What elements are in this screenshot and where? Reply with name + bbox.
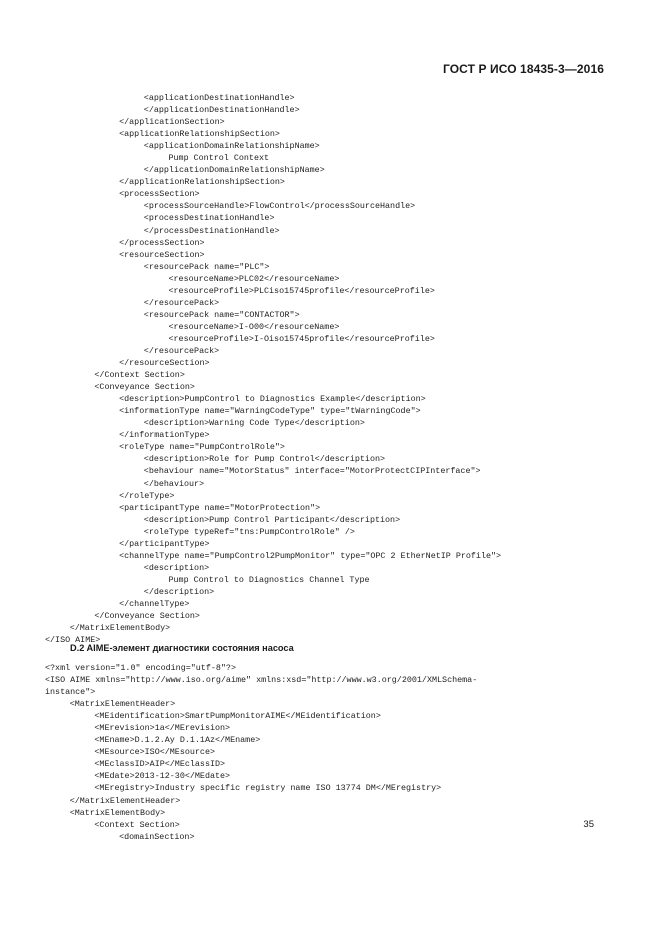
code-line: <MEdate>2013-12-30</MEdate> [94,771,231,782]
code-line: </MatrixElementHeader> [69,795,181,806]
code-line: <description> [143,562,210,573]
code-line: <applicationRelationshipSection> [119,129,280,140]
section-heading: D.2 AIME-элемент диагностики состояния насоса [70,643,294,653]
code-line: <ISO AIME xmlns="http://www.iso.org/aime" xmlns:xsd="http://www.w3.org/2001/XMLSchema- [45,675,478,686]
code-line: Pump Control Context [168,153,270,164]
code-line: </roleType> [119,490,175,501]
code-line: <resourceName>I-O00</resourceName> [168,321,340,332]
code-line: </processSection> [119,237,205,248]
code-line: <description>Pump Control Participant</description> [143,514,401,525]
code-line: </informationType> [119,430,210,441]
code-line: <resourceProfile>PLCiso15745profile</resourceProfile> [168,285,435,296]
code-line: <resourcePack name="PLC"> [143,261,270,272]
code-line: <domainSection> [119,831,195,842]
code-line: </behaviour> [143,478,205,489]
code-line: <resourcePack name="CONTACTOR"> [143,309,300,320]
code-line: <processSection> [119,189,200,200]
code-line: <processDestinationHandle> [143,213,275,224]
code-line: <channelType name="PumpControl2PumpMonitor" type="OPC 2 EtherNetIP Profile"> [119,550,502,561]
code-line: <MEclassID>AIP</MEclassID> [94,759,226,770]
code-line: <behaviour name="MotorStatus" interface="MotorProtectCIPInterface"> [143,466,481,477]
code-line: </description> [143,586,215,597]
code-line: </participantType> [119,538,210,549]
code-line: Pump Control to Diagnostics Channel Type [168,574,370,585]
code-line: <resourceName>PLC02</resourceName> [168,273,340,284]
code-line: <participantType name="MotorProtection"> [119,502,321,513]
code-line: <roleType name="PumpControlRole"> [119,442,285,453]
xml-code-block-pump-diagnostics [0,662,661,843]
code-line: <MEidentification>SmartPumpMonitorAIME</MEidentification> [94,711,381,722]
code-line: <MErevision>1a</MErevision> [94,723,231,734]
code-line: </ISO AIME> [45,635,101,646]
page-number: 35 [583,819,594,830]
code-line: <MEsource>ISO</MEsource> [94,747,216,758]
code-line: </resourcePack> [143,345,220,356]
code-line: </applicationSection> [119,117,225,128]
code-line: <Conveyance Section> [94,382,195,393]
code-line: instance"> [45,687,96,698]
code-line: <description>PumpControl to Diagnostics Example</description> [119,394,426,405]
code-line: </channelType> [119,598,190,609]
document-header: ГОСТ Р ИСО 18435-3—2016 [442,62,604,76]
code-line: <MatrixElementBody> [69,807,166,818]
code-line: <Context Section> [94,819,180,830]
code-line: <applicationDomainRelationshipName> [143,141,320,152]
code-line: <applicationDestinationHandle> [143,93,295,103]
code-line: </resourcePack> [143,297,220,308]
code-line: <resourceProfile>I-Oiso15745profile</resourceProfile> [168,333,435,344]
code-line: <roleType typeRef="tns:PumpControlRole" /> [143,526,355,537]
code-line: </processDestinationHandle> [143,225,280,236]
code-line: <?xml version="1.0" encoding="utf-8"?> [45,663,236,673]
code-line: <resourceSection> [119,249,205,260]
code-line: </Conveyance Section> [94,611,200,622]
code-line: <processSourceHandle>FlowControl</processSourceHandle> [143,201,416,212]
code-line: </applicationDomainRelationshipName> [143,165,325,176]
code-line: </resourceSection> [119,358,210,369]
code-line: <MEregistry>Industry specific registry name ISO 13774 DM</MEregistry> [94,783,442,794]
code-line: <description>Warning Code Type</description> [143,418,365,429]
xml-code-block-continuation [0,92,661,646]
code-line: </applicationRelationshipSection> [119,177,285,188]
code-line: </Context Section> [94,370,185,381]
code-line: <MEname>D.1.2.Ay D.1.1Az</MEname> [94,735,261,746]
code-line: <description>Role for Pump Control</description> [143,454,386,465]
code-line: <MatrixElementHeader> [69,699,176,710]
code-line: </applicationDestinationHandle> [143,105,300,116]
code-line: <informationType name="WarningCodeType" type="tWarningCode"> [119,406,421,417]
code-line: </MatrixElementBody> [69,623,171,634]
